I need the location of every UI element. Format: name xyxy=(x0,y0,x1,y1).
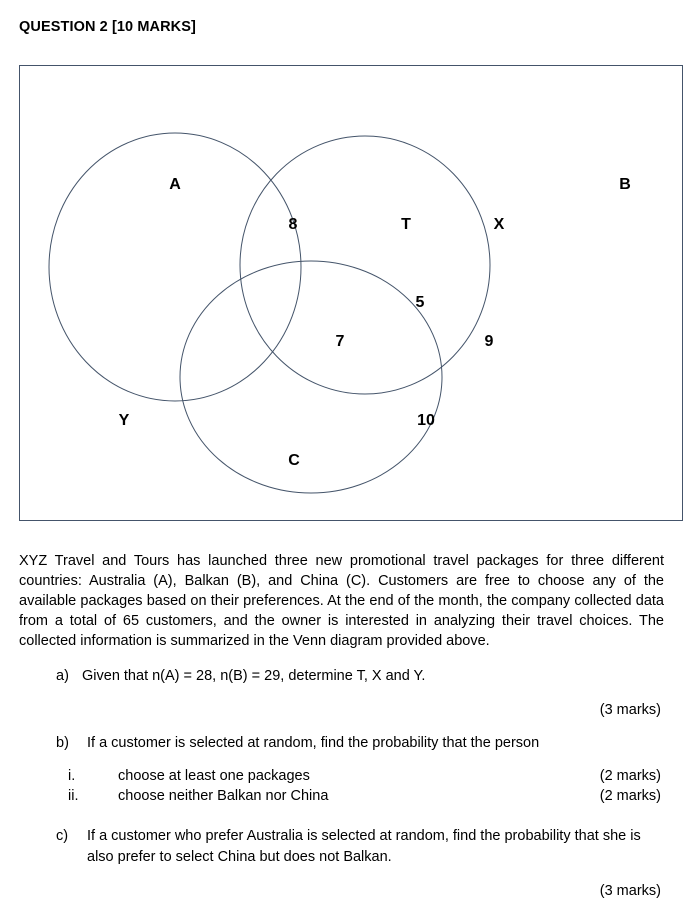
question-b-text: If a customer is selected at random, find the probability that the person xyxy=(87,735,540,751)
question-c-text-line2: also prefer to select China but does not Balkan. xyxy=(87,849,392,865)
region-a-and-c-only: 7 xyxy=(335,333,345,350)
question-a-marks: (3 marks) xyxy=(599,702,661,718)
question-c-marks: (3 marks) xyxy=(599,883,661,899)
venn-diagram-frame xyxy=(19,65,683,521)
question-context-paragraph: XYZ Travel and Tours has launched three new promotional travel packages for three different countries: Australia (A), Balkan (B), and China (C). Customers are free to choose any of the available packages based on their preferences. At the end of the month, the company collected data from a total of 65 customers, and the owner is interested in analyzing their travel choices. The collected information is summarized in the Venn diagram provided above. xyxy=(19,553,664,649)
question-a-label: a) xyxy=(56,668,69,684)
set-label-b: B xyxy=(619,176,631,193)
circle-c xyxy=(180,261,442,493)
question-b-label: b) xyxy=(56,735,69,751)
region-b-and-c-only: 9 xyxy=(484,333,494,350)
question-b-ii-marks: (2 marks) xyxy=(599,788,661,804)
question-b-i-text: choose at least one packages xyxy=(118,768,310,784)
region-a-and-b-only: T xyxy=(401,216,411,233)
region-b-only: X xyxy=(493,216,505,233)
question-a-text: Given that n(A) = 28, n(B) = 29, determine T, X and Y. xyxy=(82,668,426,684)
question-c-label: c) xyxy=(56,828,69,844)
question-b-i-marks: (2 marks) xyxy=(599,768,661,784)
region-c-only: 10 xyxy=(417,412,435,429)
set-label-a: A xyxy=(169,176,181,193)
region-a-only: 8 xyxy=(288,216,298,233)
region-a-b-c: 5 xyxy=(415,294,425,311)
question-c-text-line1: If a customer who prefer Australia is selected at random, find the probability that she is xyxy=(87,828,641,844)
venn-diagram xyxy=(20,66,684,522)
question-title: QUESTION 2 [10 MARKS] xyxy=(19,19,196,35)
circle-a xyxy=(49,133,301,401)
question-b-ii-label: ii. xyxy=(68,788,79,804)
question-b-i-label: i. xyxy=(68,768,76,784)
set-label-c: C xyxy=(288,452,300,469)
question-b-ii-text: choose neither Balkan nor China xyxy=(118,788,329,804)
universe-label-y: Y xyxy=(118,412,130,429)
